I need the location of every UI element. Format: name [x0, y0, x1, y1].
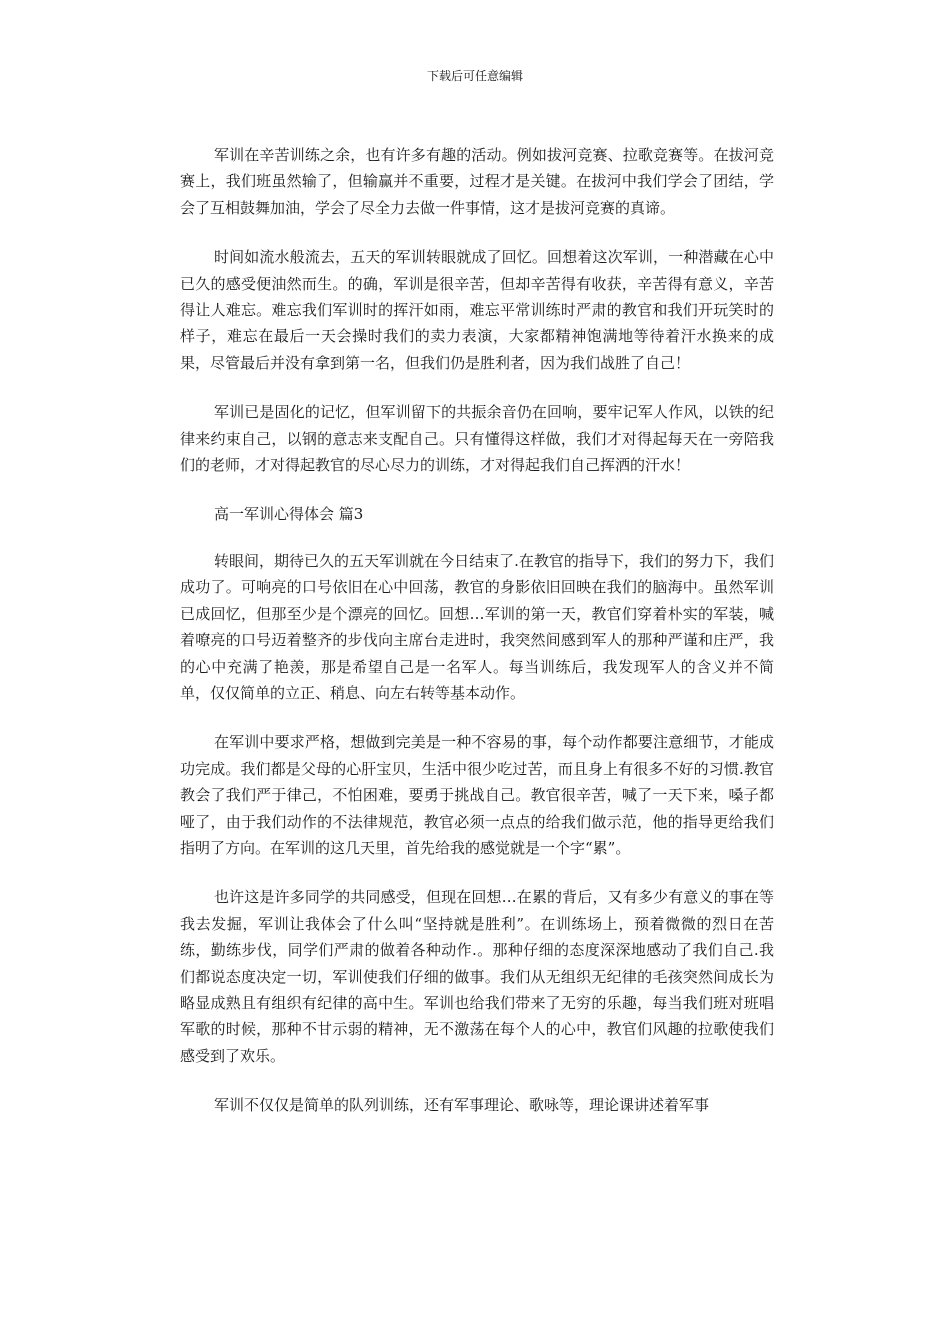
document-body	[180, 142, 774, 1142]
paragraph-strict-requirements: 在军训中要求严格，想做到完美是一种不容易的事，每个动作都要注意细节，才能成功完成。我们都是父母的心肝宝贝，生活中很少吃过苦，而且身上有很多不好的习惯.教官教会了我们严于律己，不怕困难，要勇于挑战自己。教官很辛苦，喊了一天下来，嗓子都哑了，由于我们动作的不法律规范，教官必须一点点的给我们做示范，他的指导更给我们指明了方向。在军训的这几天里，首先给我的感觉就是一个字“累”。	[180, 733, 774, 857]
section-title: 高一军训心得体会 篇3	[214, 505, 364, 524]
paragraph-military-theory: 军训不仅仅是简单的队列训练，还有军事理论、歌咏等，理论课讲述着军事	[214, 1096, 710, 1115]
paragraph-tug-of-war: 军训在辛苦训练之余，也有许多有趣的活动。例如拔河竞赛、拉歌竞赛等。在拔河竞赛上，我们班虽然输了，但输赢并不重要，过程才是关键。在拔河中我们学会了团结，学会了互相鼓舞加油，学会了尽全力去做一件事情，这才是拔河竞赛的真谛。	[180, 146, 774, 217]
paragraph-training-end: 转眼间，期待已久的五天军训就在今日结束了.在教官的指导下，我们的努力下，我们成功了。可响亮的口号依旧在心中回荡，教官的身影依旧回映在我们的脑海中。虽然军训已成回忆，但那至少是个漂亮的回忆。回想…军训的第一天，教官们穿着朴实的军装，喊着嘹亮的口号迈着整齐的步伐向主席台走进时，我突然间感到军人的那种严谨和庄严，我的心中充满了艳羡，那是希望自己是一名军人。每当训练后，我发现军人的含义并不简单，仅仅简单的立正、稍息、向左右转等基本动作。	[180, 551, 774, 702]
paragraph-shared-feelings: 也许这是许多同学的共同感受，但现在回想…在累的背后，又有多少有意义的事在等我去发掘，军训让我体会了什么叫“坚持就是胜利”。在训练场上，预着微微的烈日在苦练，勤练步伐，同学们严肃的做着各种动作.。那种仔细的态度深深地感动了我们自己.我们都说态度决定一切，军训使我们仔细的做事。我们从无组织无纪律的毛孩突然间成长为略显成熟且有组织有纪律的高中生。军训也给我们带来了无穷的乐趣，每当我们班对班唱军歌的时候，那种不甘示弱的精神，无不激荡在每个人的心中，教官们风趣的拉歌使我们感受到了欢乐。	[180, 888, 774, 1065]
page-header: 下载后可任意编辑	[426, 69, 523, 83]
paragraph-discipline: 军训已是固化的记忆，但军训留下的共振余音仍在回响，要牢记军人作风，以铁的纪律来约束自己，以钢的意志来支配自己。只有懂得这样做，我们才对得起每天在一旁陪我们的老师，才对得起教官的尽心尽力的训练，才对得起我们自己挥洒的汗水！	[180, 403, 774, 475]
paragraph-memories: 时间如流水般流去，五天的军训转眼就成了回忆。回想着这次军训，一种潜藏在心中已久的感受便油然而生。的确，军训是很辛苦，但却辛苦得有收获，辛苦得有意义，辛苦得让人难忘。难忘我们军训时的挥汗如雨，难忘平常训练时严肃的教官和我们开玩笑时的样子，难忘在最后一天会操时我们的卖力表演，大家都精神饱满地等待着汗水换来的成果，尽管最后并没有拿到第一名，但我们仍是胜利者，因为我们战胜了自己！	[180, 248, 774, 372]
